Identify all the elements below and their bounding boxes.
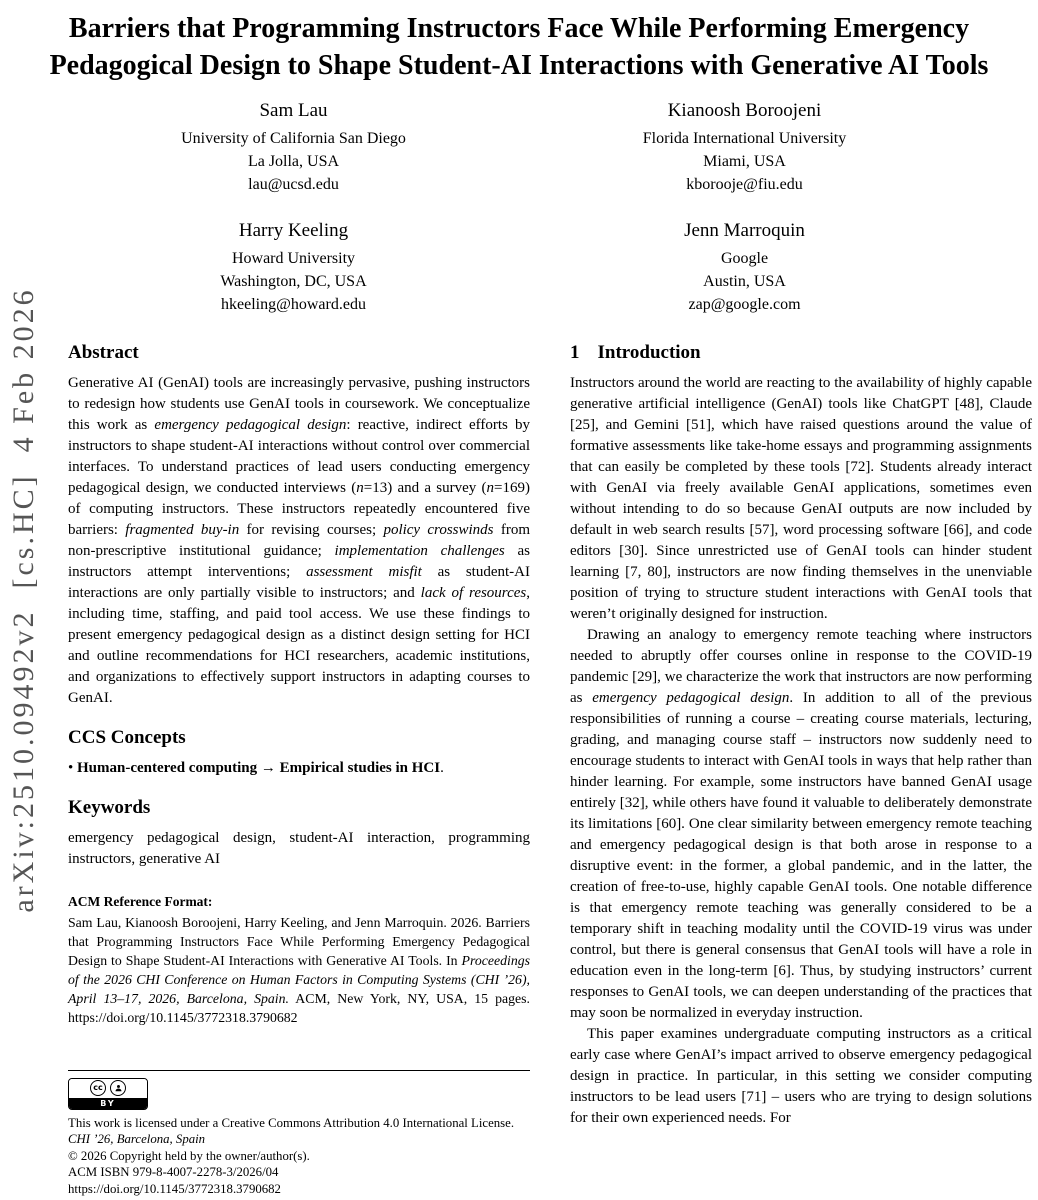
author-name: Sam Lau [259, 100, 328, 121]
author-card [519, 100, 970, 196]
license-venue: CHI ’26, Barcelona, Spain [68, 1132, 206, 1146]
cc-by-badge[interactable] [68, 1078, 148, 1110]
author-affiliation: Florida International University [642, 130, 847, 147]
author-card [519, 220, 970, 316]
section-number: 1 [570, 342, 580, 363]
author-location: Washington, DC, USA [220, 273, 367, 290]
section-heading [570, 342, 1032, 364]
license-divider [68, 1070, 530, 1071]
abstract-heading: Abstract [68, 342, 139, 363]
author-affiliation: Google [720, 250, 769, 267]
ccs-concepts-text: • Human-centered computing → Empirical studies in HCI. [68, 760, 444, 776]
author-location: La Jolla, USA [247, 153, 340, 170]
author-email[interactable]: lau@ucsd.edu [248, 176, 339, 193]
keywords-heading: Keywords [68, 797, 151, 818]
two-column-body [0, 316, 1038, 1129]
author-affiliation: Howard University [231, 250, 356, 267]
person-icon [110, 1080, 126, 1096]
intro-paragraph: This paper examines undergraduate computing instructors as a critical early case where GenAI’s impact arrived to observe emergency pedagogical design in practice. In particular, in this setting we consider computing instructors to be lead users [71] – users who are trying to design solutions for their own experienced needs. For [570, 1026, 1032, 1126]
author-location: Austin, USA [703, 273, 786, 290]
ccs-concepts-heading: CCS Concepts [68, 727, 186, 748]
author-email[interactable]: hkeeling@howard.edu [221, 296, 366, 313]
right-column [570, 332, 1032, 1129]
license-block [68, 1070, 530, 1198]
intro-paragraph: Drawing an analogy to emergency remote teaching where instructors needed to abruptly offer courses online in response to the COVID-19 pandemic [29], we characterize the work that instructors are now performing as emergency pedagogical design. In addition to all of the previous responsibilities of running a course – creating course materials, lecturing, grading, and managing course staff – instructors now suddenly need to encourage students to interact with GenAI tools in ways that help rather than hinder learning. For example, some instructors have banned GenAI usage entirely [32], while others have found it valuable to deliberately demonstrate its limitations [60]. One clear similarity between emergency remote teaching and emergency pedagogical design is that both arose in response to a disruptive event: in the former, a global pandemic, and in the latter, the creation of free-to-use, highly capable GenAI tools. One notable difference is that emergency remote teaching was generally considered to be a temporary shift in teaching modality until the COVID-19 virus was under control, but there is general consensus that GenAI tools will have a role in education even in the long-term [6]. Thus, by studying instructors’ current responses to GenAI tools, we can deepen understanding of the practices that may soon be normalized in everyday instruction. [570, 627, 1032, 1021]
section-title: Introduction [597, 342, 701, 363]
license-copyright: © 2026 Copyright held by the owner/author(s). [68, 1148, 310, 1163]
author-name: Jenn Marroquin [684, 220, 805, 241]
cc-badge-icons [69, 1079, 147, 1098]
author-name: Harry Keeling [238, 220, 349, 241]
cc-icon: cc [90, 1080, 106, 1096]
paper-title: Barriers that Programming Instructors Face While Performing Emergency Pedagogical Design to Shape Student-AI Interactions with Generative AI Tools [49, 13, 989, 81]
acm-reference-text: Sam Lau, Kianoosh Boroojeni, Harry Keeling, and Jenn Marroquin. 2026. Barriers that Programming Instructors Face While Performing Emergency Pedagogical Design to Shape Student-AI Interactions with Generative AI Tools. In Proceedings of the 2026 CHI Conference on Human Factors in Computing Systems (CHI ’26), April 13–17, 2026, Barcelona, Spain. ACM, New York, NY, USA, 15 pages. https://doi.org/10.1145/3772318.3790682 [68, 915, 530, 1025]
cc-by-bar-label: BY [69, 1098, 147, 1109]
acm-reference-heading: ACM Reference Format: [68, 894, 213, 909]
keywords-text: emergency pedagogical design, student-AI interaction, programming instructors, generative AI [68, 830, 530, 867]
author-email[interactable]: zap@google.com [688, 296, 801, 313]
license-doi[interactable]: https://doi.org/10.1145/3772318.3790682 [68, 1181, 281, 1196]
abstract-text: Generative AI (GenAI) tools are increasingly pervasive, pushing instructors to redesign how students use GenAI tools in coursework. We conceptualize this work as emergency pedagogical design: reactive, indirect efforts by instructors to shape student-AI interactions without control over commercial interfaces. To understand practices of lead users conducting emergency pedagogical design, we conducted interviews (n=13) and a survey (n=169) of computing instructors. These instructors repeatedly encountered five barriers: fragmented buy-in for revising courses; policy crosswinds from non-prescriptive institutional guidance; implementation challenges as instructors attempt interventions; assessment misfit as student-AI interactions are only partially visible to instructors; and lack of resources, including time, staffing, and paid tool access. We use these findings to present emergency pedagogical design as a distinct design setting for HCI and outline recommendations for HCI researchers, academic institutions, and organizations to effectively support instructors in adapting courses to GenAI. [68, 375, 530, 706]
author-email[interactable]: kborooje@fiu.edu [686, 176, 803, 193]
license-statement[interactable]: This work is licensed under a Creative Commons Attribution 4.0 International License. [68, 1115, 515, 1130]
authors-block [0, 100, 1038, 316]
left-column [68, 332, 530, 1027]
author-name: Kianoosh Boroojeni [667, 100, 822, 121]
author-affiliation: University of California San Diego [181, 130, 406, 147]
author-card [68, 220, 519, 316]
license-isbn: ACM ISBN 979-8-4007-2278-3/2026/04 [68, 1165, 279, 1179]
author-location: Miami, USA [703, 153, 786, 170]
arxiv-sidebar-label: arXiv:2510.09492v2 [cs.HC] 4 Feb 2026 [7, 287, 40, 913]
author-card [68, 100, 519, 196]
intro-paragraph: Instructors around the world are reacting to the availability of highly capable generative artificial intelligence (GenAI) tools like ChatGPT [48], Claude [25], and Gemini [51], which have raised questions around the value of formative assessments like take-home essays and programming assignments that can easily be completed by these tools [72]. Students already interact with GenAI via freely available GenAI applications, sometimes even without intending to do so because GenAI outputs are now included by default in web search results [57], word processing software [66], and code editors [30]. Since unrestricted use of GenAI tools can hinder student learning [7, 80], instructors are now finding themselves in the unenviable position of trying to structure student interactions with GenAI tools that weren’t originally designed for instruction. [570, 375, 1032, 622]
